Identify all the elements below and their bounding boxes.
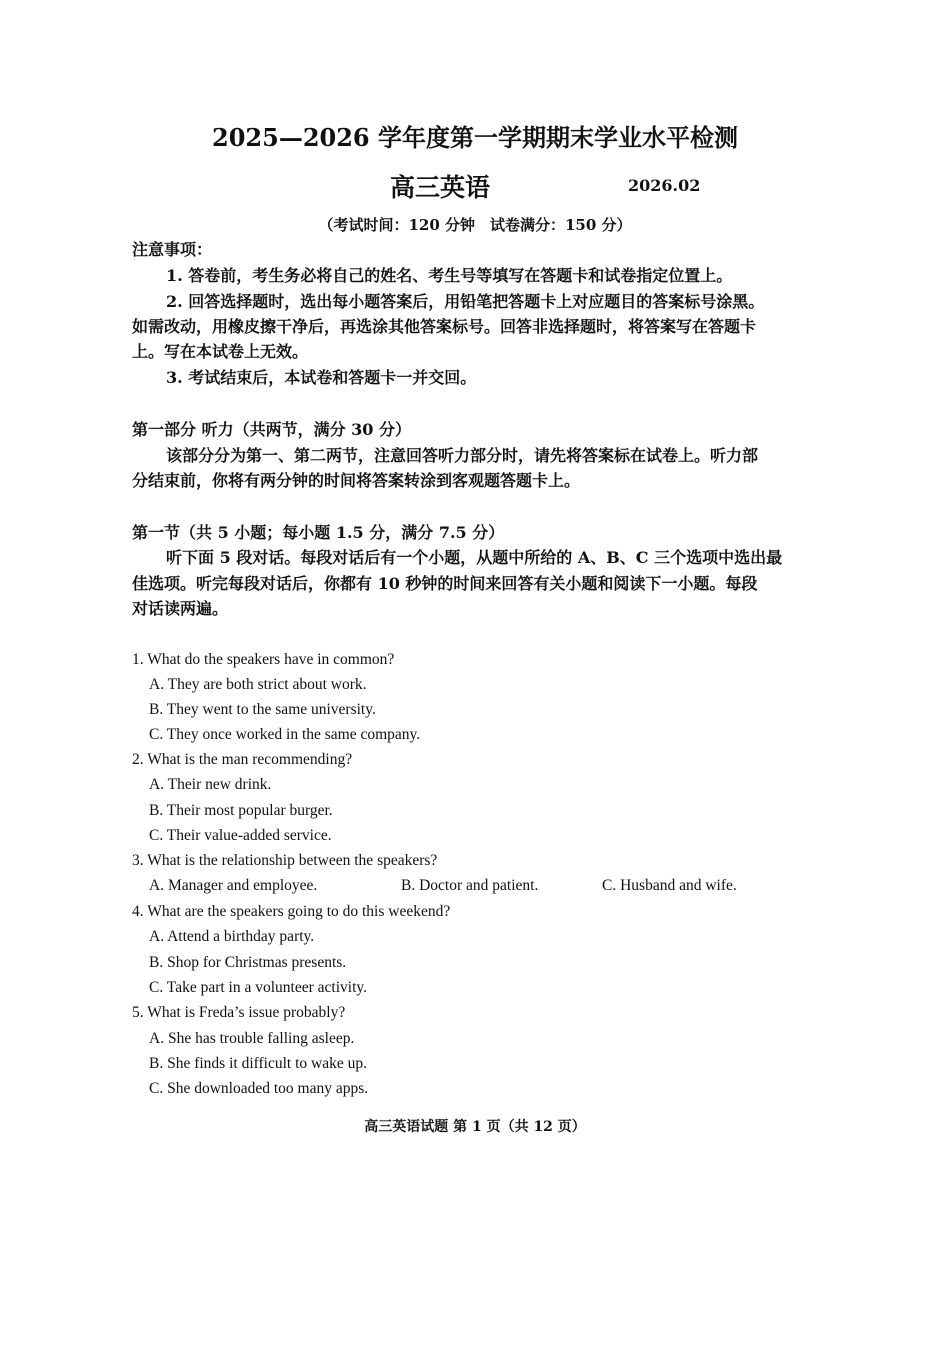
- question-2-option-b: B. Their most popular burger.: [149, 802, 333, 819]
- question-3-option-a: A. Manager and employee.: [149, 877, 318, 894]
- question-2-option-a: A. Their new drink.: [149, 776, 272, 793]
- part1-intro-line-1: 该部分分为第一、第二两节，注意回答听力部分时，请先将答案标在试卷上。听力部: [166, 446, 759, 465]
- question-4-option-a: A. Attend a birthday party.: [149, 928, 315, 945]
- part1-heading: 第一部分 听力（共两节，满分 30 分）: [132, 420, 411, 439]
- notice-item-2-line-3: 上。写在本试卷上无效。: [132, 342, 309, 361]
- question-3-option-b: B. Doctor and patient.: [401, 877, 539, 894]
- notice-item-2-line-1: 2. 回答选择题时，选出每小题答案后，用铅笔把答题卡上对应题目的答案标号涂黑。: [166, 292, 765, 311]
- question-5-option-c: C. She downloaded too many apps.: [149, 1080, 369, 1097]
- question-2-stem: 2. What is the man recommending?: [132, 751, 353, 768]
- question-3-stem: 3. What is the relationship between the speakers?: [132, 852, 438, 869]
- section1-intro-line-2: 佳选项。听完每段对话后，你都有 10 秒钟的时间来回答有关小题和阅读下一小题。每段: [132, 574, 758, 593]
- question-4-option-b: B. Shop for Christmas presents.: [149, 954, 347, 971]
- section1-intro-line-3: 对话读两遍。: [132, 599, 229, 618]
- section1-intro-line-1: 听下面 5 段对话。每段对话后有一个小题，从题中所给的 A、B、C 三个选项中选出最: [166, 548, 783, 567]
- question-5-stem: 5. What is Freda’s issue probably?: [132, 1004, 346, 1021]
- question-1-option-c: C. They once worked in the same company.: [149, 726, 421, 743]
- notice-item-2-line-2: 如需改动，用橡皮擦干净后，再选涂其他答案标号。回答非选择题时，将答案写在答题卡: [132, 317, 757, 336]
- notice-item-1: 1. 答卷前，考生务必将自己的姓名、考生号等填写在答题卡和试卷指定位置上。: [166, 266, 733, 285]
- question-2-option-c: C. Their value-added service.: [149, 827, 332, 844]
- exam-date: 2026.02: [628, 176, 701, 195]
- question-1-option-b: B. They went to the same university.: [149, 701, 376, 718]
- question-5-option-b: B. She finds it difficult to wake up.: [149, 1055, 367, 1072]
- question-4-stem: 4. What are the speakers going to do this weekend?: [132, 903, 451, 920]
- part1-intro-line-2: 分结束前，你将有两分钟的时间将答案转涂到客观题答题卡上。: [132, 471, 581, 490]
- question-5-option-a: A. She has trouble falling asleep.: [149, 1030, 355, 1047]
- page-footer: 高三英语试题 第 1 页（共 12 页）: [364, 1119, 586, 1135]
- exam-info: （考试时间：120 分钟 试卷满分：150 分）: [318, 216, 632, 234]
- question-3-option-c: C. Husband and wife.: [602, 877, 737, 894]
- section1-heading: 第一节（共 5 小题；每小题 1.5 分，满分 7.5 分）: [132, 523, 505, 542]
- subject-title: 高三英语: [390, 173, 491, 202]
- exam-title: 2025—2026 学年度第一学期期末学业水平检测: [212, 123, 738, 152]
- question-1-option-a: A. They are both strict about work.: [149, 676, 367, 693]
- notice-heading: 注意事项：: [132, 240, 213, 259]
- question-4-option-c: C. Take part in a volunteer activity.: [149, 979, 367, 996]
- notice-item-3: 3. 考试结束后，本试卷和答题卡一并交回。: [166, 368, 477, 387]
- question-1-stem: 1. What do the speakers have in common?: [132, 651, 395, 668]
